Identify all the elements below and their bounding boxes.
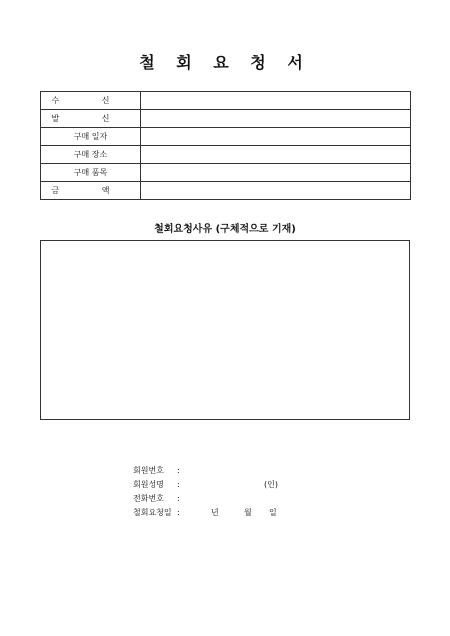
year-label: 년	[211, 508, 219, 517]
amount-value[interactable]	[141, 182, 411, 200]
reason-textbox[interactable]	[40, 240, 410, 420]
purchase-item-value[interactable]	[141, 164, 411, 182]
table-row	[41, 92, 411, 110]
signature-block	[133, 464, 333, 520]
table-row	[41, 146, 411, 164]
amount-label: 금 액	[41, 182, 141, 200]
purchase-item-label: 구매 품목	[41, 164, 141, 182]
document-title: 철 회 요 청 서	[139, 53, 311, 72]
table-row	[41, 128, 411, 146]
seal-mark: (인)	[264, 480, 278, 489]
day-label: 일	[269, 508, 277, 517]
member-number-row	[133, 464, 333, 478]
member-number-label: 회원번호	[133, 466, 164, 475]
purchase-place-label: 구매 장소	[41, 146, 141, 164]
recipient-value[interactable]	[141, 92, 411, 110]
request-date-row	[133, 506, 333, 520]
reason-heading: 철회요청사유 (구체적으로 기재)	[154, 224, 296, 235]
phone-label: 전화번호	[133, 494, 164, 503]
info-table	[40, 91, 411, 200]
sender-value[interactable]	[141, 110, 411, 128]
table-row	[41, 182, 411, 200]
table-row	[41, 164, 411, 182]
colon: :	[177, 508, 180, 517]
colon: :	[177, 480, 180, 489]
purchase-place-value[interactable]	[141, 146, 411, 164]
table-row	[41, 110, 411, 128]
month-label: 월	[244, 508, 252, 517]
purchase-date-value[interactable]	[141, 128, 411, 146]
colon: :	[177, 466, 180, 475]
colon: :	[177, 494, 180, 503]
member-name-label: 회원성명	[133, 480, 164, 489]
request-date-label: 철회요청일	[133, 508, 172, 517]
member-name-row	[133, 478, 333, 492]
sender-label: 발 신	[41, 110, 141, 128]
purchase-date-label: 구매 일자	[41, 128, 141, 146]
recipient-label: 수 신	[41, 92, 141, 110]
phone-row	[133, 492, 333, 506]
